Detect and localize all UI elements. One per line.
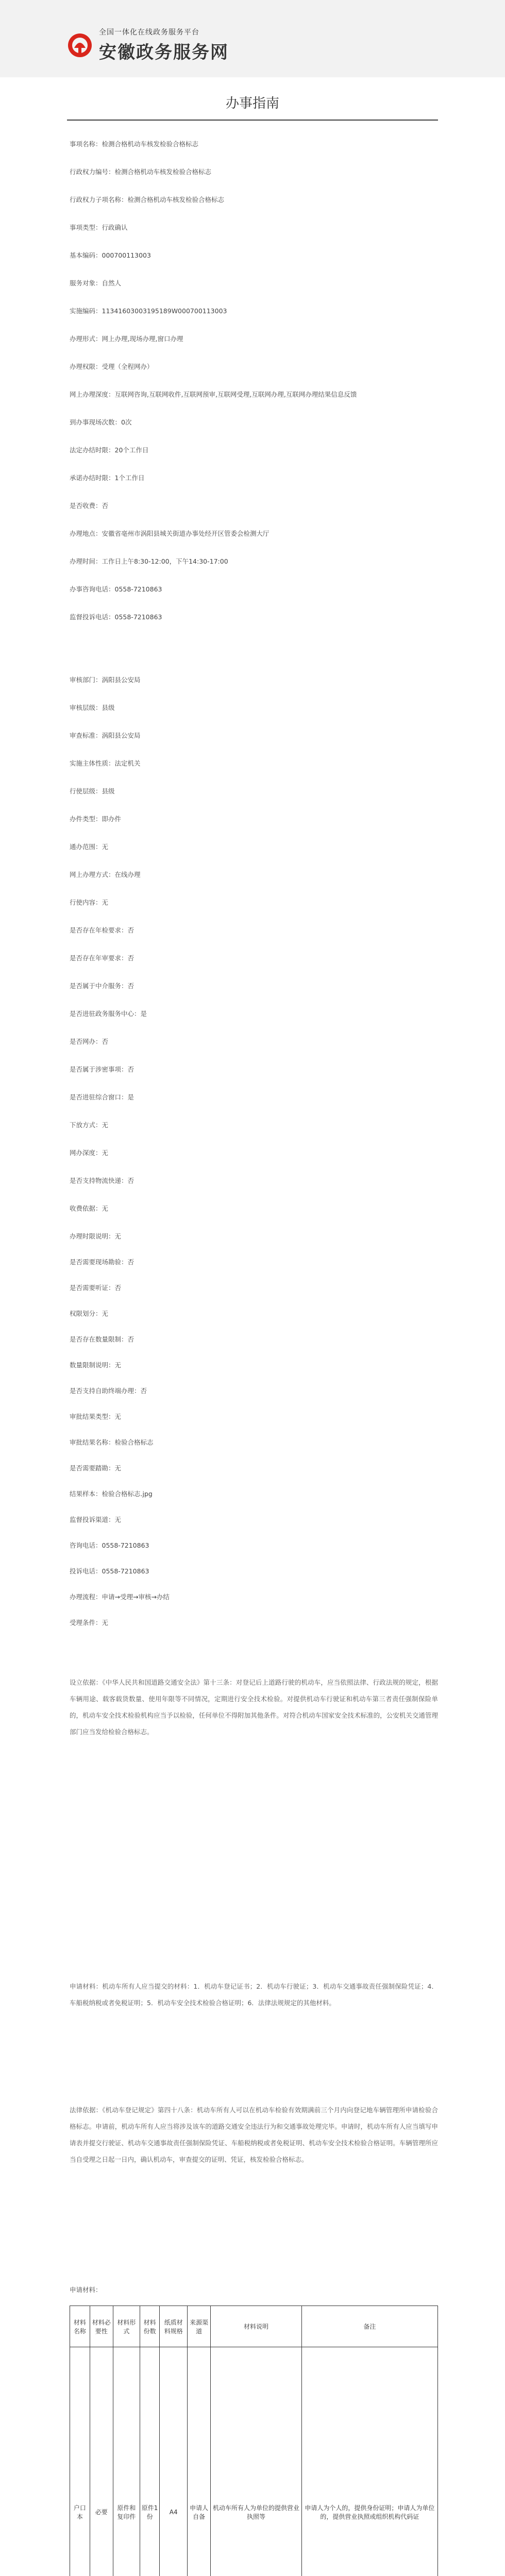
info-field: 投诉电话：0558-7210863	[70, 1567, 149, 1575]
info-field: 事项类型：行政确认	[70, 224, 128, 231]
info-field: 结果样本：检验合格标志.jpg	[70, 1490, 153, 1498]
column-header: 材料必要性	[90, 2306, 113, 2347]
info-field: 是否属于中介服务：否	[70, 982, 134, 990]
table-cell: 原件和复印件	[113, 2347, 140, 2576]
site-header	[0, 0, 505, 77]
info-field: 是否网办：否	[70, 1038, 109, 1045]
info-field: 监督投诉电话：0558-7210863	[70, 613, 162, 621]
materials-table	[70, 2306, 438, 2576]
info-field: 行使层级：县级	[70, 787, 115, 795]
info-field: 监督投诉渠道：无	[70, 1516, 122, 1523]
info-field: 行政权力子项名称：检测合格机动车核发检验合格标志	[70, 196, 225, 204]
info-field: 是否支持自助终端办理：否	[70, 1387, 147, 1395]
logo-title: 安徽政务服务网	[99, 42, 229, 63]
info-field: 审核部门：涡阳县公安局	[70, 676, 141, 684]
column-header: 材料形式	[113, 2306, 140, 2347]
info-field: 行政权力编号：检测合格机动车核发检验合格标志	[70, 168, 212, 176]
table-row	[70, 2347, 438, 2576]
materials-label: 申请材料：	[70, 2286, 102, 2294]
info-field: 咨询电话：0558-7210863	[70, 1541, 149, 1549]
column-header: 纸质材料规格	[160, 2306, 188, 2347]
info-field: 事项名称：检测合格机动车核发检验合格标志	[70, 140, 199, 148]
column-header: 材料说明	[211, 2306, 302, 2347]
info-field: 办理流程：申请→受理→审核→办结	[70, 1593, 170, 1601]
info-field: 是否属于涉密事项：否	[70, 1065, 134, 1073]
table-cell: 申请人自备	[188, 2347, 211, 2576]
info-field: 审批结果名称：检验合格标志	[70, 1438, 154, 1446]
info-field: 是否需要现场勘验：否	[70, 1258, 134, 1266]
page-title-bar	[67, 89, 438, 118]
info-field: 是否需要听证：否	[70, 1284, 122, 1292]
column-header: 备注	[301, 2306, 437, 2347]
info-field: 审批结果类型：无	[70, 1413, 122, 1420]
info-field: 网办深度：无	[70, 1149, 109, 1157]
info-field: 办理地点：安徽省亳州市涡阳县城关街道办事处经开区管委会检测大厅	[70, 530, 270, 537]
title-divider	[67, 120, 438, 121]
info-field: 办理形式：网上办理,现场办理,窗口办理	[70, 335, 183, 343]
info-field: 是否进驻综合窗口：是	[70, 1093, 134, 1101]
site-logo[interactable]	[67, 27, 229, 63]
info-field: 是否存在年检要求：否	[70, 926, 134, 934]
info-field: 是否存在数量限制：否	[70, 1335, 134, 1343]
page-title: 办事指南	[225, 96, 279, 111]
info-field: 行使内容：无	[70, 899, 109, 906]
info-field: 受理条件：无	[70, 1619, 109, 1626]
info-field: 办事咨询电话：0558-7210863	[70, 585, 162, 593]
info-field: 服务对象：自然人	[70, 279, 122, 287]
info-field: 办理时间：工作日上午8:30-12:00，下午14:30-17:00	[70, 557, 228, 565]
legal-basis-paragraph: 设立依据：《中华人民共和国道路交通安全法》第十三条：对登记后上道路行驶的机动车，应当依照法律、行政法规的规定，根据车辆用途、载客载货数量、使用年限等不同情况，定期进行安全技术检验。对提供机动车行驶证和机动车第三者责任强制保险单的，机动车安全技术检验机构应当予以检验，任何单位不得附加其他条件。对符合机动车国家安全技术标准的，公安机关交通管理部门应当发给检验合格标志。	[70, 1679, 438, 1736]
table-cell: 必要	[90, 2347, 113, 2576]
emblem-icon	[67, 32, 93, 58]
info-field: 网上办理方式：在线办理	[70, 871, 141, 878]
table-cell: 机动车所有人为单位的提供营业执照等	[211, 2347, 302, 2576]
info-field: 是否存在年审要求：否	[70, 954, 134, 962]
info-field: 是否收费：否	[70, 502, 109, 510]
info-field: 是否支持物流快递：否	[70, 1177, 134, 1184]
column-header: 材料名称	[70, 2306, 90, 2347]
info-field: 审查标准：涡阳县公安局	[70, 732, 141, 739]
law-paragraph: 法律依据：《机动车登记规定》第四十八条：机动车所有人可以在机动车检验有效期满前三个月内向登记地车辆管理所申请检验合格标志。申请前，机动车所有人应当将涉及该车的道路交通安全违法行为和交通事故处理完毕。申请时，机动车所有人应当填写申请表并提交行驶证、机动车交通事故责任强制保险凭证、车船税纳税或者免税证明、机动车安全技术检验合格证明。车辆管理所应当自受理之日起一日内，确认机动车，审查提交的证明、凭证，核发检验合格标志。	[70, 2106, 438, 2163]
info-field: 到办事现场次数：0次	[70, 418, 132, 426]
info-field: 是否进驻政务服务中心：是	[70, 1010, 147, 1018]
info-field: 承诺办结时限：1个工作日	[70, 474, 145, 482]
info-field: 基本编码：000700113003	[70, 251, 151, 259]
info-field: 是否需要踏勘：无	[70, 1464, 122, 1472]
info-field: 法定办结时限：20个工作日	[70, 446, 149, 454]
info-field: 数量限制说明：无	[70, 1361, 122, 1369]
info-field: 审核层级：县级	[70, 704, 115, 711]
table-cell: 申请人为个人的，提供身份证明；申请人为单位的，提供营业执照或组织机构代码证	[301, 2347, 437, 2576]
info-field: 实施主体性质：法定机关	[70, 759, 141, 767]
column-header: 材料份数	[140, 2306, 160, 2347]
info-field: 权限划分：无	[70, 1310, 109, 1317]
info-field: 实施编码：11341603003195189W000700113003	[70, 307, 227, 315]
info-field: 办件类型：即办件	[70, 815, 122, 823]
info-field: 网上办理深度：互联网咨询,互联网收件,互联网预审,互联网受理,互联网办理,互联网办理结果信息反馈	[70, 391, 357, 398]
table-cell: A4	[160, 2347, 188, 2576]
info-field: 下放方式：无	[70, 1121, 109, 1129]
table-cell: 户口本	[70, 2347, 90, 2576]
column-header: 来源渠道	[188, 2306, 211, 2347]
info-field: 收费依据：无	[70, 1205, 109, 1212]
logo-subtitle: 全国一体化在线政务服务平台	[99, 28, 199, 37]
info-field: 办理权限：受理（全程网办）	[70, 363, 154, 370]
info-field: 通办范围：无	[70, 843, 109, 851]
materials-paragraph: 申请材料：机动车所有人应当提交的材料：1．机动车登记证书；2．机动车行驶证；3．机动车交通事故责任强制保险凭证；4．车船税纳税或者免税证明；5．机动车安全技术检验合格证明；6．法律法规规定的其他材料。	[70, 1982, 438, 2007]
table-cell: 原件1份	[140, 2347, 160, 2576]
info-field: 办理时限说明：无	[70, 1232, 122, 1240]
